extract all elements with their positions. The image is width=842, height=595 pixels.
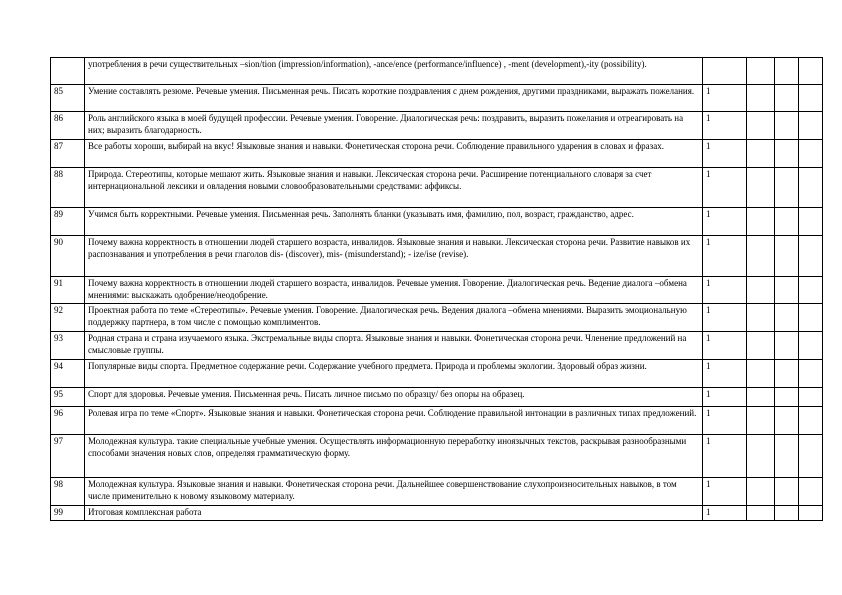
table-row [51,407,823,435]
hours-cell: 1 [703,85,747,112]
hours-cell: 1 [703,388,747,407]
empty-cell [799,58,823,85]
lesson-topic-cell: Умение составлять резюме. Речевые умения. Письменная речь. Писать короткие поздравления с днем рождения, другими праздниками, выражать пожелания. [85,85,703,112]
lesson-topic-cell: Итоговая комплексная работа [85,506,703,521]
empty-cell [747,478,775,506]
empty-cell [799,407,823,435]
table-row [51,58,823,85]
lesson-topic-cell: Почему важна корректность в отношении людей старшего возраста, инвалидов. Речевые умения. Говорение. Диалогическая речь. Ведение диалога –обмена мнениями: выскажать одобрение/неодобрение. [85,277,703,304]
table-row [51,304,823,332]
empty-cell [747,304,775,332]
lesson-topic-cell: Учимся быть корректными. Речевые умения. Письменная речь. Заполнять бланки (указывать имя, фамилию, пол, возраст, гражданство, адрес. [85,208,703,236]
empty-cell [799,168,823,208]
empty-cell [775,168,799,208]
empty-cell [799,360,823,388]
empty-cell [799,236,823,277]
empty-cell [747,277,775,304]
empty-cell [775,506,799,521]
lesson-number-cell: 99 [51,506,85,521]
empty-cell [775,58,799,85]
table-row [51,388,823,407]
hours-cell: 1 [703,304,747,332]
hours-cell: 1 [703,332,747,360]
empty-cell [799,304,823,332]
lesson-number-cell: 85 [51,85,85,112]
empty-cell [799,506,823,521]
empty-cell [747,236,775,277]
table-row [51,85,823,112]
hours-cell: 1 [703,112,747,140]
hours-cell: 1 [703,277,747,304]
table-row [51,277,823,304]
hours-cell: 1 [703,168,747,208]
lesson-number-cell: 95 [51,388,85,407]
lesson-number-cell: 88 [51,168,85,208]
hours-cell: 1 [703,478,747,506]
lesson-number-cell: 93 [51,332,85,360]
empty-cell [775,140,799,168]
lesson-number-cell: 96 [51,407,85,435]
table-row [51,506,823,521]
lesson-number-cell: 98 [51,478,85,506]
lesson-topic-cell: Роль английского языка в моей будущей профессии. Речевые умения. Говорение. Диалогическая речь: поздравить, выразить пожелания и отреагировать на них; выразить благодарность. [85,112,703,140]
hours-cell: 1 [703,407,747,435]
empty-cell [799,277,823,304]
empty-cell [775,332,799,360]
lesson-number-cell: 92 [51,304,85,332]
empty-cell [799,478,823,506]
hours-cell [703,58,747,85]
table-row [51,478,823,506]
empty-cell [747,332,775,360]
lesson-topic-cell: Родная страна и страна изучаемого языка. Экстремальные виды спорта. Языковые знания и навыки. Фонетическая сторона речи. Членение предложений на смысловые группы. [85,332,703,360]
empty-cell [775,360,799,388]
empty-cell [799,208,823,236]
table-row [51,140,823,168]
lesson-topic-cell: Почему важна корректность в отношении людей старшего возраста, инвалидов. Языковые знания и навыки. Лексическая сторона речи. Развитие навыков их распознавания и употребления в речи глаголов dis- (discover), mis- (misunderstand); - ize/ise (revise). [85,236,703,277]
lesson-number-cell: 89 [51,208,85,236]
lesson-topic-cell: Популярные виды спорта. Предметное содержание речи. Содержание учебного предмета. Природа и проблемы экологии. Здоровый образ жизни. [85,360,703,388]
lesson-number-cell: 91 [51,277,85,304]
hours-cell: 1 [703,435,747,478]
empty-cell [747,208,775,236]
lesson-number-cell [51,58,85,85]
empty-cell [799,85,823,112]
empty-cell [747,360,775,388]
empty-cell [775,277,799,304]
table-row [51,208,823,236]
lesson-topic-cell: Ролевая игра по теме «Спорт». Языковые знания и навыки. Фонетическая сторона речи. Соблюдение правильной интонации в различных типах предложений. [85,407,703,435]
lesson-number-cell: 90 [51,236,85,277]
empty-cell [775,85,799,112]
lesson-number-cell: 86 [51,112,85,140]
hours-cell: 1 [703,236,747,277]
table-row [51,360,823,388]
lesson-topic-cell: Природа. Стереотипы, которые мешают жить. Языковые знания и навыки. Лексическая сторона речи. Расширение потенциального словаря за счет интернациональной лексики и овладения новыми словообразовательными средствами: аффиксы. [85,168,703,208]
lesson-topic-cell: Проектная работа по теме «Стереотипы». Речевые умения. Говорение. Диалогическая речь. Ведения диалога –обмена мнениями. Выразить эмоциональную поддержку партнера, в том числе с помощью комплиментов. [85,304,703,332]
empty-cell [747,435,775,478]
empty-cell [747,506,775,521]
empty-cell [775,478,799,506]
empty-cell [775,112,799,140]
empty-cell [747,58,775,85]
hours-cell: 1 [703,208,747,236]
empty-cell [799,388,823,407]
empty-cell [799,435,823,478]
empty-cell [775,407,799,435]
empty-cell [775,304,799,332]
hours-cell: 1 [703,506,747,521]
empty-cell [775,236,799,277]
empty-cell [775,435,799,478]
lesson-topic-cell: Молодежная культура. Языковые знания и навыки. Фонетическая сторона речи. Дальнейшее совершенствование слухопроизносительных навыков, в том числе применительно к новому языковому материалу. [85,478,703,506]
empty-cell [747,85,775,112]
lesson-topic-cell: Все работы хороши, выбирай на вкус! Языковые знания и навыки. Фонетическая сторона речи. Соблюдение правильного ударения в словах и фразах. [85,140,703,168]
empty-cell [799,140,823,168]
empty-cell [747,388,775,407]
lesson-number-cell: 94 [51,360,85,388]
empty-cell [747,168,775,208]
lesson-topic-cell: Молодежная культура. такие специальные учебные умения. Осуществлять информационную переработку иноязычных текстов, раскрывая разнообразными способами значения новых слов, определяя грамматическую форму. [85,435,703,478]
table-row [51,236,823,277]
lesson-number-cell: 87 [51,140,85,168]
empty-cell [747,112,775,140]
empty-cell [799,112,823,140]
hours-cell: 1 [703,360,747,388]
table-row [51,332,823,360]
lesson-number-cell: 97 [51,435,85,478]
empty-cell [747,140,775,168]
lesson-topic-cell: употребления в речи существительных –sion/tion (impression/information), -ance/ence (performance/influence) , -ment (development),-ity (possibility). [85,58,703,85]
table-row [51,168,823,208]
lesson-plan-table [50,57,823,521]
table-row [51,435,823,478]
table-row [51,112,823,140]
empty-cell [747,407,775,435]
hours-cell: 1 [703,140,747,168]
lesson-topic-cell: Спорт для здоровья. Речевые умения. Письменная речь. Писать личное письмо по образцу/ без опоры на образец. [85,388,703,407]
empty-cell [799,332,823,360]
empty-cell [775,388,799,407]
empty-cell [775,208,799,236]
